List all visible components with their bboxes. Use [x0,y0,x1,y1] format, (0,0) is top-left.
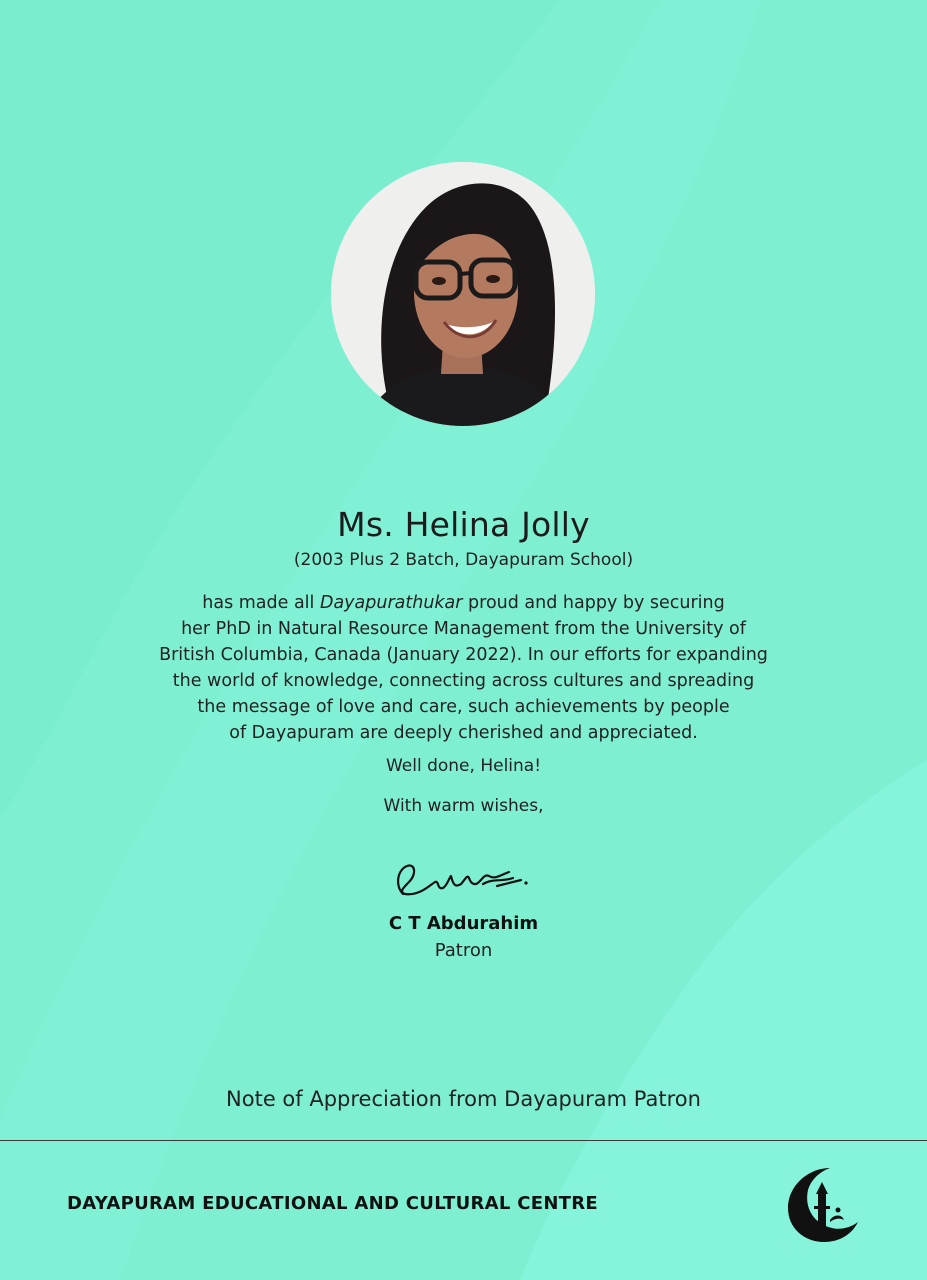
wishes-text: With warm wishes, [383,796,544,816]
italic-term: Dayapurathukar [319,593,463,613]
honoree-batch: (2003 Plus 2 Batch, Dayapuram School) [293,550,634,570]
message-line-1: has made all Dayapurathukar proud and happy by securing [202,593,725,613]
portrait-photo [331,162,595,426]
message-line-6: of Dayapuram are deeply cherished and appreciated. [229,723,698,743]
honoree-name: Ms. Helina Jolly [337,505,590,544]
footer-divider [0,1140,927,1141]
footer-note: Note of Appreciation from Dayapuram Patron [226,1087,701,1111]
message-line-5: the message of love and care, such achievements by people [197,697,730,717]
message-line-3: British Columbia, Canada (January 2022). In our efforts for expanding [159,645,768,665]
handwritten-signature [385,856,545,906]
message-line-2: her PhD in Natural Resource Management from the University of [181,619,746,639]
organization-name: DAYAPURAM EDUCATIONAL AND CULTURAL CENTRE [67,1193,599,1214]
well-done-text: Well done, Helina! [385,756,542,776]
signer-role: Patron [434,940,493,961]
appreciation-message [130,590,797,746]
signer-name: C T Abdurahim [388,913,539,934]
message-line-4: the world of knowledge, connecting across cultures and spreading [172,671,755,691]
dayapuram-crescent-minaret-logo [778,1160,864,1246]
